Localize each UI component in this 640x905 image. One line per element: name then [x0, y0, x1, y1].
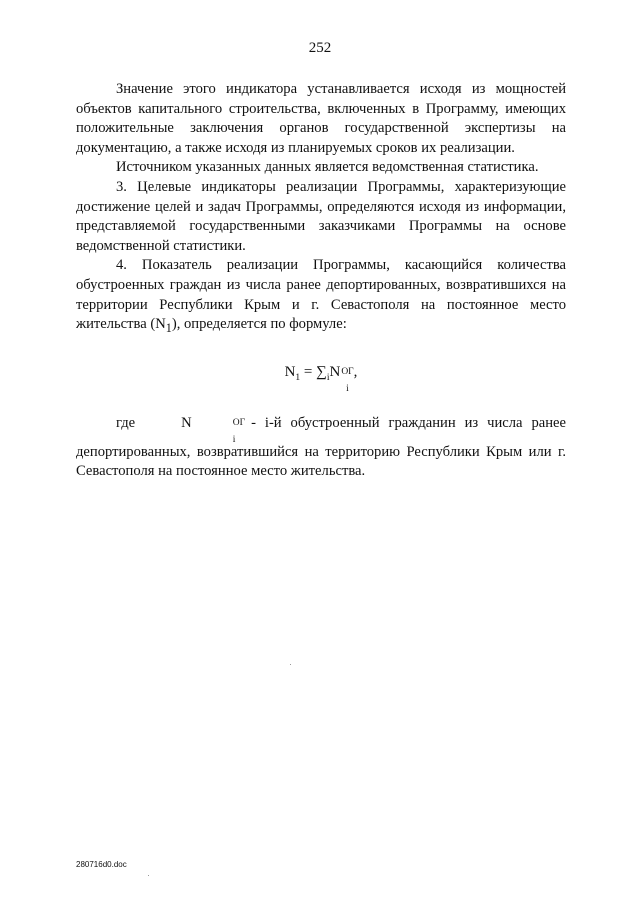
where-symbol-letter: N	[181, 414, 192, 431]
formula-rhs: N	[329, 363, 341, 380]
footer-filename: 280716d0.doc	[76, 860, 127, 869]
formula	[76, 361, 566, 392]
formula-rhs-sub: i	[346, 383, 349, 394]
formula-sum-sub: i	[326, 372, 330, 383]
paragraph-program-indicator	[76, 256, 566, 338]
paragraph-target-indicators: 3. Целевые индикаторы реализации Программы, характеризующие достижение целей и задач Программы, определяются исходя из информации, представляемой государственными заказчиками Программы на основе ведомственной статистики.	[76, 178, 566, 254]
where-text: - i-й обустроенный гражданин из числа ранее депортированных, возвратившийся на территорию Республики Крым или г. Севастополя на постоянное место жительства.	[76, 414, 566, 480]
formula-lhs: N	[284, 363, 296, 380]
scan-speck	[148, 875, 149, 876]
where-symbol-sub: i	[232, 434, 236, 445]
formula-rhs-sup: ОГ	[341, 366, 354, 377]
formula-tail: ,	[353, 363, 358, 380]
page-number: 252	[308, 40, 332, 56]
formula-lhs-sub: 1	[295, 372, 301, 383]
where-symbol-sup: ОГ	[232, 417, 246, 428]
formula-sum-icon: ∑	[316, 363, 327, 380]
scan-speck	[290, 664, 291, 665]
formula-rhs-indices	[341, 366, 354, 394]
where-symbol-indices	[193, 417, 246, 445]
paragraph-program-indicator-end: ), определяется по формуле:	[171, 316, 347, 333]
paragraph-indicator-value: Значение этого индикатора устанавливается исходя из мощностей объектов капитального строительства, включенных в Программу, имеющих положительные заключения органов государственной экспертизы на документацию, а также исходя из планируемых сроков их реализации.	[76, 81, 566, 156]
paragraph-data-source: Источником указанных данных является ведомственная статистика.	[116, 159, 539, 176]
where-prefix: где	[116, 414, 136, 431]
formula-equals: =	[300, 363, 317, 380]
document-body	[76, 80, 566, 482]
where-symbol	[141, 414, 245, 443]
paragraph-program-indicator-text: 4. Показатель реализации Программы, касающийся количества обустроенных граждан из числа ранее депортированных, возвратившихся на территории Республики Крым и г. Севастополя на постоянное место жительства (N	[76, 257, 566, 333]
paragraph-program-indicator-sub: 1	[165, 321, 172, 336]
paragraph-where	[76, 414, 566, 482]
